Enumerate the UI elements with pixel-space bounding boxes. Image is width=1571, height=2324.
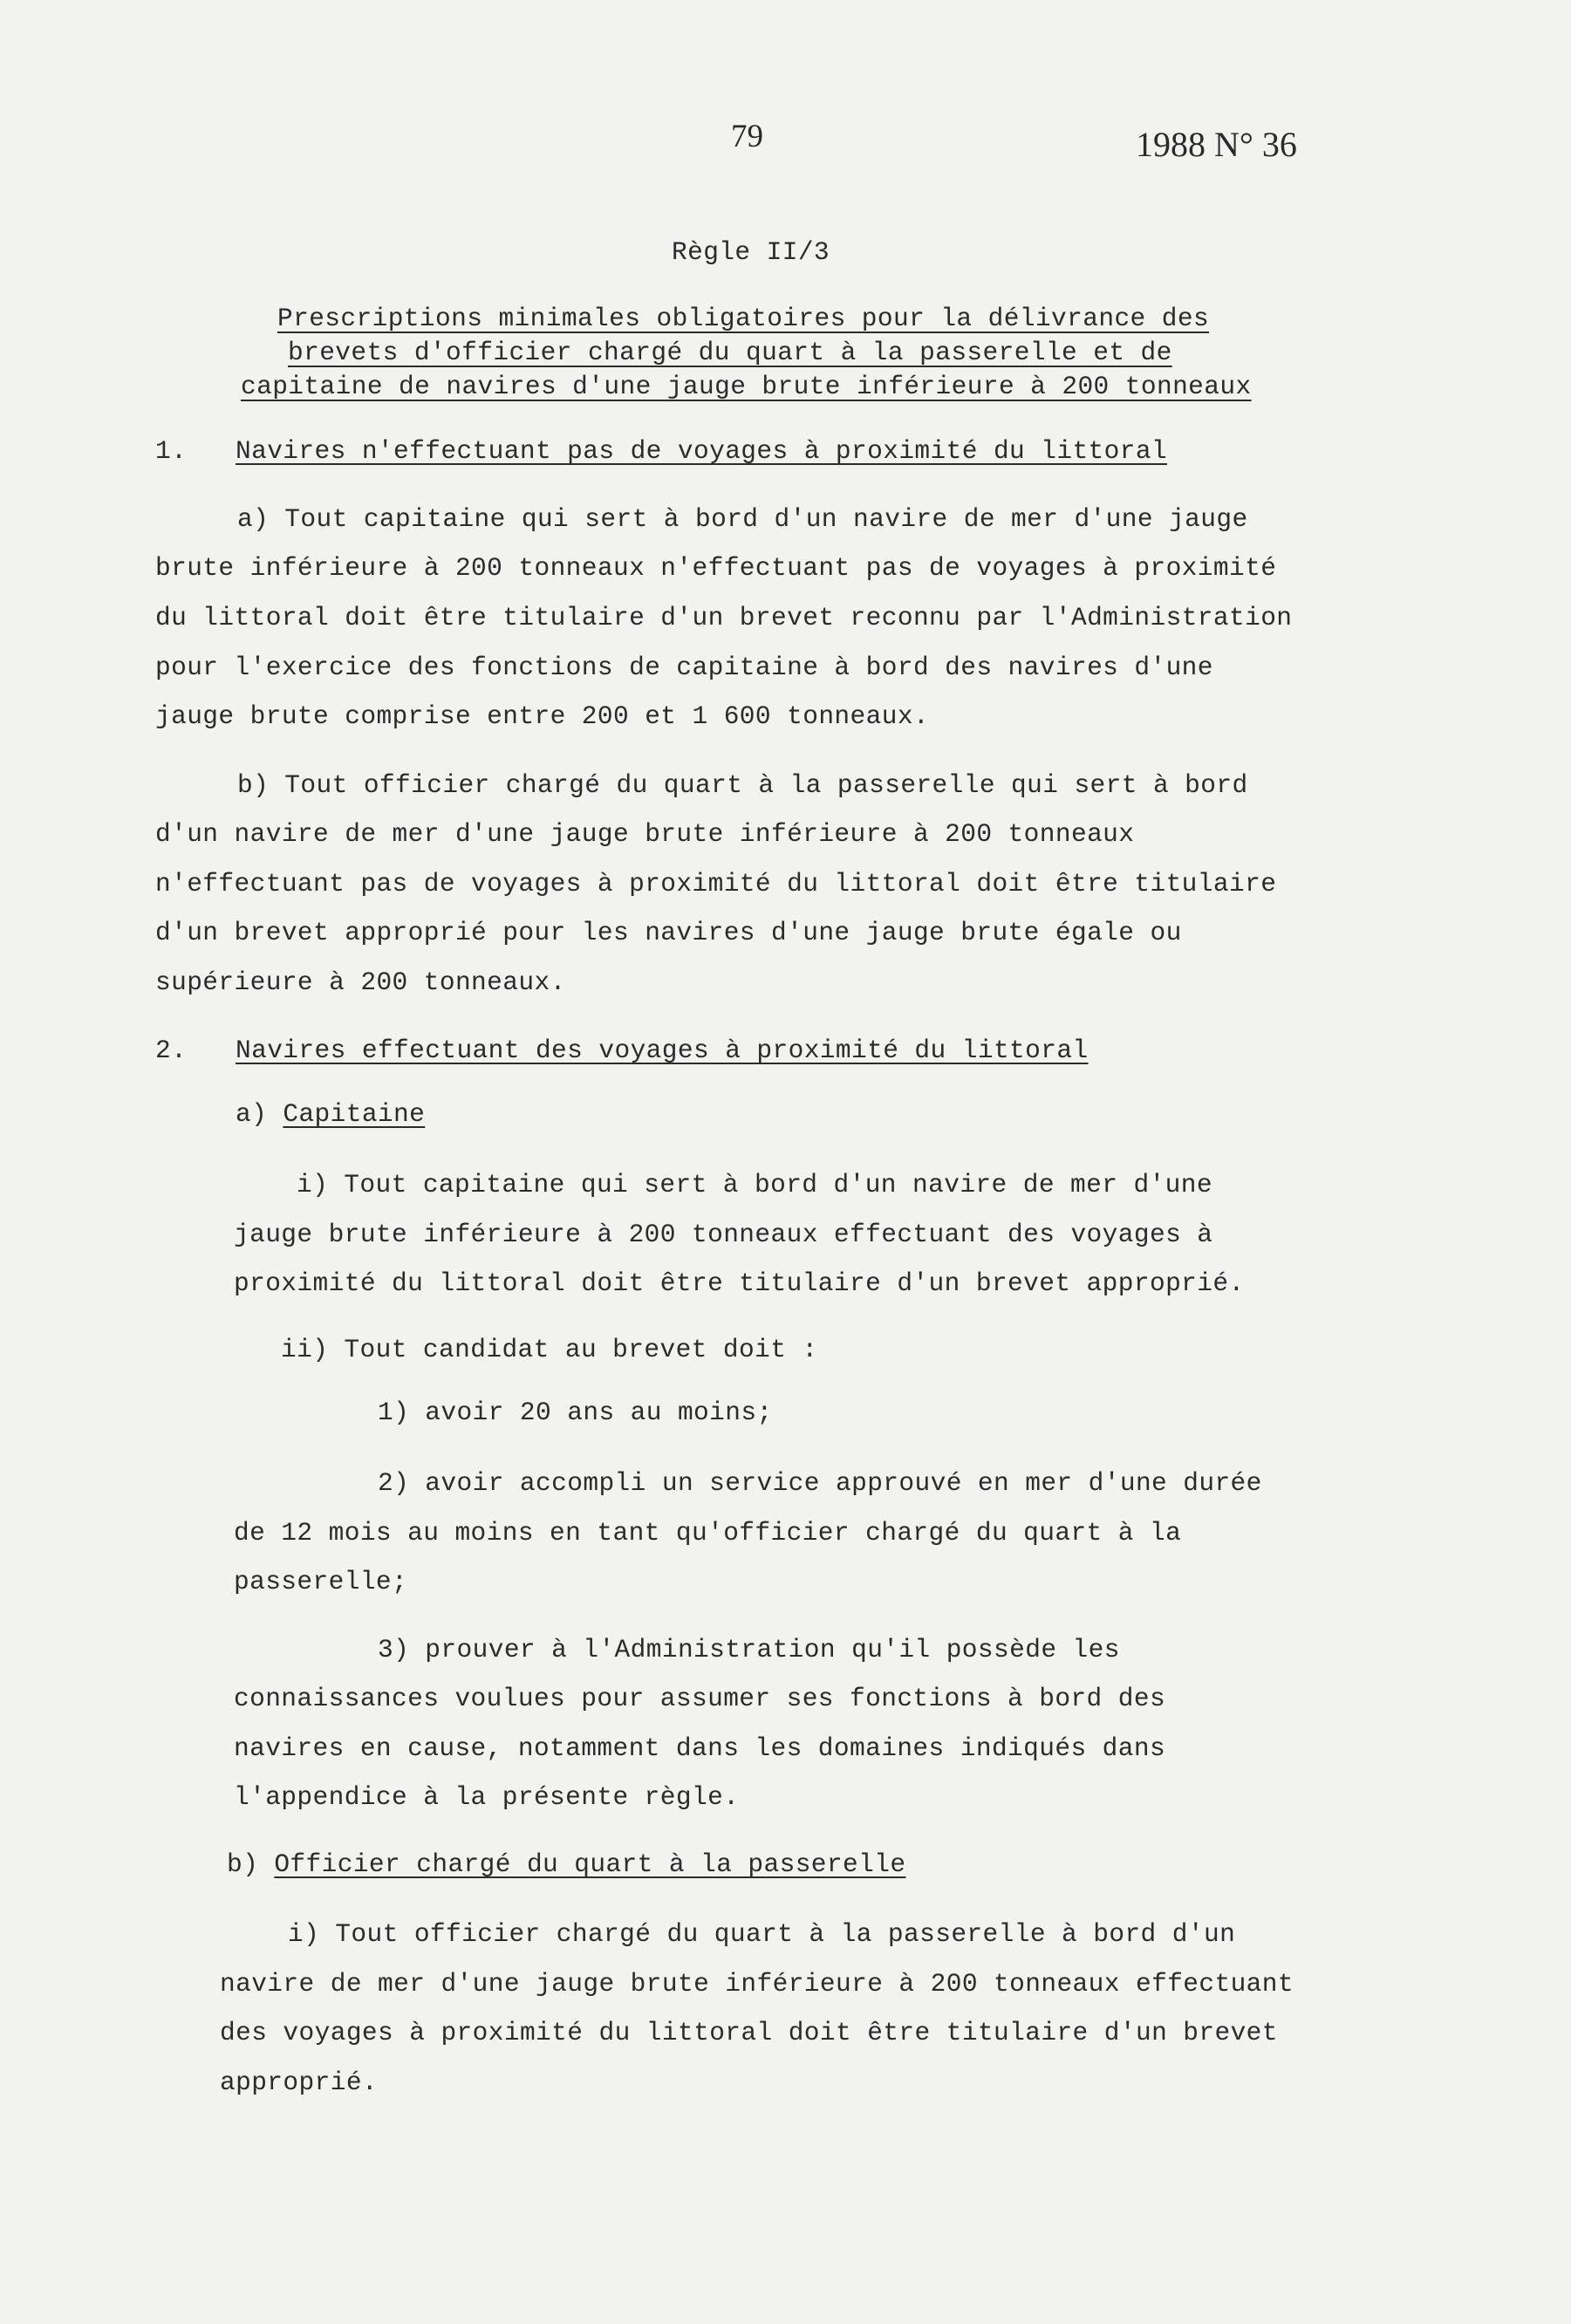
section-2-a-i-line: jauge brute inférieure à 200 tonneaux effectuant des voyages à — [234, 1220, 1213, 1249]
section-2-b-title: Officier chargé du quart à la passerelle — [274, 1849, 906, 1879]
section-1-b-line: d'un brevet approprié pour les navires d'une jauge brute égale ou — [155, 918, 1182, 947]
section-2-a-ii: ii) Tout candidat au brevet doit : — [281, 1335, 818, 1364]
section-2-title: Navires effectuant des voyages à proximité du littoral — [236, 1036, 1089, 1065]
rule-title: Règle II/3 — [672, 237, 830, 267]
section-1-a-line: brute inférieure à 200 tonneaux n'effectuant pas de voyages à proximité — [155, 553, 1277, 583]
requirement-item-3-line: navires en cause, notamment dans les domaines indiqués dans — [234, 1733, 1166, 1763]
section-2-a-i-line: i) Tout capitaine qui sert à bord d'un navire de mer d'une — [297, 1170, 1212, 1200]
section-1-b-line: b) Tout officier chargé du quart à la passerelle qui sert à bord — [237, 770, 1248, 800]
section-1-number: 1. — [155, 436, 188, 466]
section-1-a-line: a) Tout capitaine qui sert à bord d'un navire de mer d'une jauge — [237, 504, 1248, 534]
requirement-item-2-line: 2) avoir accompli un service approuvé en mer d'une durée — [378, 1468, 1262, 1498]
rule-heading-line-2: brevets d'officier chargé du quart à la passerelle et de — [288, 338, 1172, 367]
page-number: 79 — [731, 119, 763, 154]
section-1-a-line: du littoral doit être titulaire d'un brevet reconnu par l'Administration — [155, 603, 1293, 632]
section-2-a-i-line: proximité du littoral doit être titulaire d'un brevet approprié. — [234, 1268, 1245, 1298]
section-1-a-line: jauge brute comprise entre 200 et 1 600 tonneaux. — [155, 701, 930, 731]
section-1-b-line: supérieure à 200 tonneaux. — [155, 967, 566, 997]
requirement-item-2-line: de 12 mois au moins en tant qu'officier chargé du quart à la — [234, 1518, 1182, 1548]
section-2-a-heading — [236, 1099, 425, 1129]
section-2-a-prefix: a) — [236, 1099, 283, 1129]
section-2-b-prefix: b) — [227, 1849, 275, 1879]
section-2-b-i-line: navire de mer d'une jauge brute inférieure à 200 tonneaux effectuant — [220, 1969, 1294, 1999]
section-2-b-i-line: approprié. — [220, 2068, 379, 2097]
section-2-b-i-line: i) Tout officier chargé du quart à la passerelle à bord d'un — [288, 1919, 1236, 1949]
requirement-item-3-line: 3) prouver à l'Administration qu'il possède les — [378, 1635, 1120, 1664]
requirement-item-3-line: l'appendice à la présente règle. — [234, 1782, 740, 1812]
section-2-b-i-line: des voyages à proximité du littoral doit être titulaire d'un brevet — [220, 2018, 1278, 2047]
rule-heading-line-1: Prescriptions minimales obligatoires pour la délivrance des — [277, 304, 1210, 333]
section-2-number: 2. — [155, 1036, 188, 1065]
requirement-item-1: 1) avoir 20 ans au moins; — [378, 1398, 773, 1427]
section-1-a-line: pour l'exercice des fonctions de capitaine à bord des navires d'une — [155, 653, 1213, 682]
section-2-a-title: Capitaine — [283, 1099, 426, 1129]
requirement-item-3-line: connaissances voulues pour assumer ses fonctions à bord des — [234, 1684, 1166, 1713]
year-and-number: 1988 N° 36 — [1136, 125, 1297, 164]
section-1-b-line: d'un navire de mer d'une jauge brute inférieure à 200 tonneaux — [155, 819, 1135, 849]
section-1-b-line: n'effectuant pas de voyages à proximité du littoral doit être titulaire — [155, 869, 1277, 899]
section-2-b-heading — [227, 1849, 905, 1879]
requirement-item-2-line: passerelle; — [234, 1567, 408, 1596]
rule-heading-line-3: capitaine de navires d'une jauge brute inférieure à 200 tonneaux — [241, 372, 1252, 401]
section-1-title: Navires n'effectuant pas de voyages à proximité du littoral — [236, 436, 1168, 466]
